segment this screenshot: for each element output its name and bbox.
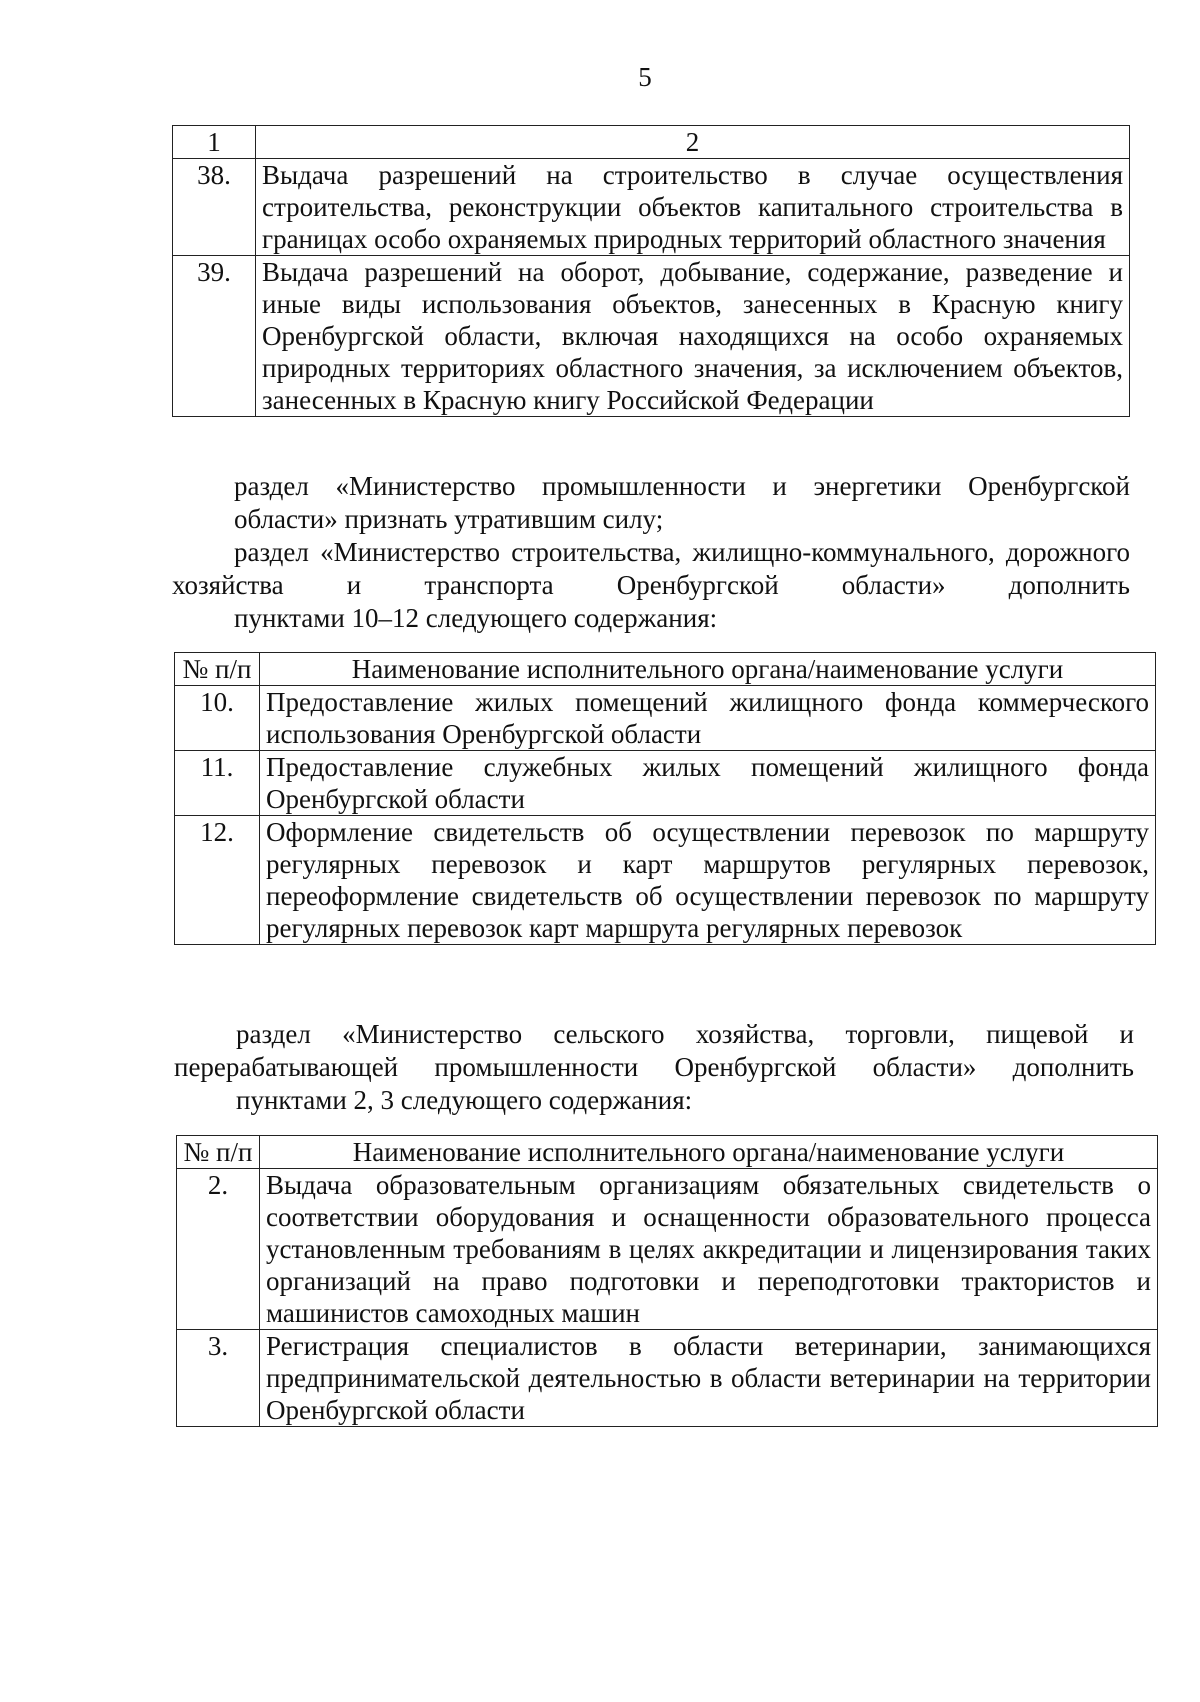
- table-row: [173, 256, 1130, 417]
- table-header-row: [177, 1136, 1158, 1169]
- paragraph-text: раздел «Министерство промышленности и энергетики Оренбургской: [234, 471, 1130, 501]
- table-row: [177, 1169, 1158, 1330]
- row-number: 2.: [177, 1169, 260, 1330]
- column-number-header: № п/п: [175, 653, 260, 686]
- service-name: Выдача образовательным организациям обязательных свидетельств о соответствии оборудования и оснащенности образовательного процесса установленным требованиям в целях аккредитации и лицензирования таких организаций на право подготовки и переподготовки трактористов и машинистов самоходных машин: [260, 1169, 1158, 1330]
- service-name: Выдача разрешений на оборот, добывание, содержание, разведение и иные виды использования объектов, занесенных в Красную книгу Оренбургской области, включая находящихся на особо охраняемых природных территориях областного значения, за исключением объектов, занесенных в Красную книгу Российской Федерации: [256, 256, 1130, 417]
- service-name: Предоставление жилых помещений жилищного фонда коммерческого использования Оренбургской области: [260, 686, 1156, 751]
- table-row: [175, 751, 1156, 816]
- row-number: 11.: [175, 751, 260, 816]
- service-name: Регистрация специалистов в области ветеринарии, занимающихся предпринимательской деятельностью в области ветеринарии на территории Оренбургской области: [260, 1330, 1158, 1427]
- table-row: [177, 1330, 1158, 1427]
- table-header-row: [173, 126, 1130, 159]
- column-title-header: Наименование исполнительного органа/наименование услуги: [260, 1136, 1158, 1169]
- paragraph-agriculture-ministry: [174, 1018, 1134, 1117]
- paragraph-text: раздел «Министерство строительства, жилищно-коммунального, дорожного хозяйства и транспорта Оренбургской области» дополнить: [172, 537, 1130, 600]
- column-number-header: 2: [256, 126, 1130, 159]
- services-table-continued: [172, 125, 1130, 417]
- paragraph-industry-ministry: [172, 470, 1130, 536]
- paragraph-text-last-line: области» признать утратившим силу;: [234, 504, 664, 534]
- paragraph-text-last-line: пунктами 10–12 следующего содержания:: [234, 603, 718, 633]
- paragraph-construction-ministry: [172, 536, 1130, 635]
- service-name: Предоставление служебных жилых помещений жилищного фонда Оренбургской области: [260, 751, 1156, 816]
- page-number: 5: [638, 62, 652, 92]
- paragraph-text-last-line: пунктами 2, 3 следующего содержания:: [236, 1085, 693, 1115]
- table-row: [175, 686, 1156, 751]
- column-number-header: 1: [173, 126, 256, 159]
- row-number: 38.: [173, 159, 256, 256]
- column-title-header: Наименование исполнительного органа/наименование услуги: [260, 653, 1156, 686]
- service-name: Выдача разрешений на строительство в случае осуществления строительства, реконструкции объектов капитального строительства в границах особо охраняемых природных территорий областного значения: [256, 159, 1130, 256]
- row-number: 3.: [177, 1330, 260, 1427]
- table-header-row: [175, 653, 1156, 686]
- table-row: [175, 816, 1156, 945]
- row-number: 12.: [175, 816, 260, 945]
- service-name: Оформление свидетельств об осуществлении перевозок по маршруту регулярных перевозок и карт маршрутов регулярных перевозок, переоформление свидетельств об осуществлении перевозок по маршруту регулярных перевозок карт маршрута регулярных перевозок: [260, 816, 1156, 945]
- table-row: [173, 159, 1130, 256]
- row-number: 39.: [173, 256, 256, 417]
- row-number: 10.: [175, 686, 260, 751]
- construction-services-table: [174, 652, 1156, 945]
- paragraph-text: раздел «Министерство сельского хозяйства, торговли, пищевой и перерабатывающей промышленности Оренбургской области» дополнить: [174, 1019, 1134, 1082]
- agriculture-services-table: [176, 1135, 1158, 1427]
- column-number-header: № п/п: [177, 1136, 260, 1169]
